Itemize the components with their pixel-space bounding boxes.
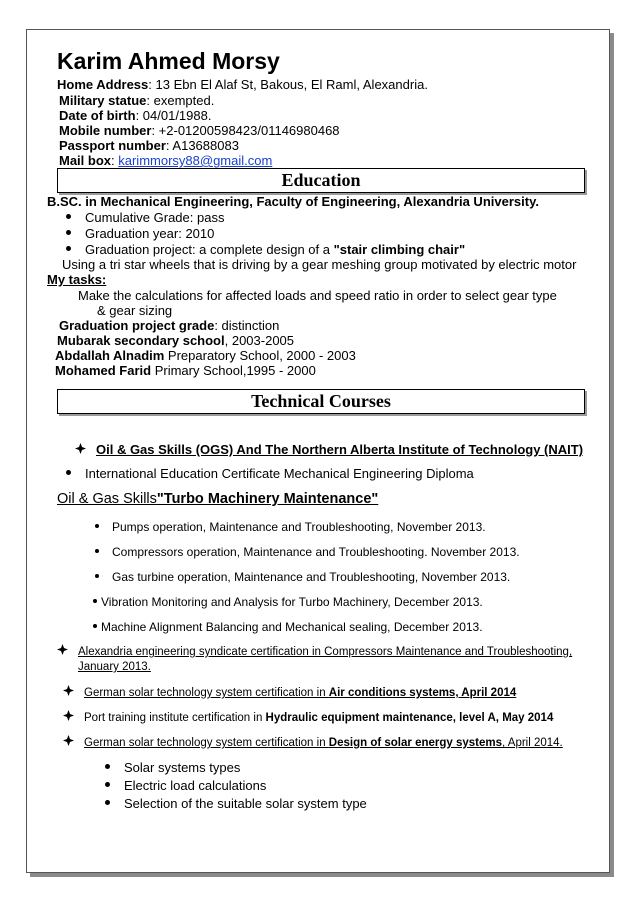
graduation-year-text: Graduation year: 2010 xyxy=(85,226,215,241)
bullet-dot-icon xyxy=(66,470,71,475)
project-description: Using a tri star wheels that is driving by a gear meshing group motivated by electric motor xyxy=(62,257,577,272)
compressors-text: Compressors operation, Maintenance and Troubleshooting. November 2013. xyxy=(112,545,520,559)
gas-turbine-text: Gas turbine operation, Maintenance and Troubleshooting xyxy=(112,570,415,584)
solar-ac-cert-line xyxy=(63,686,516,700)
mobile-label: Mobile number xyxy=(59,123,152,138)
prep-school-line xyxy=(55,348,356,363)
solar-selection-text: Selection of the suitable solar system type xyxy=(124,796,367,811)
grade-value: : distinction xyxy=(214,318,280,333)
turbo-title: "Turbo Machinery Maintenance" xyxy=(156,491,379,507)
intl-cert-line xyxy=(66,466,474,481)
primary-school-name: Mohamed Farid xyxy=(55,363,152,378)
alex-cert-line-2: January 2013. xyxy=(78,661,151,673)
dob-line xyxy=(59,108,211,123)
prep-school-rest: Preparatory School, 2000 - 2003 xyxy=(164,348,356,363)
mobile-value: : +2-01200598423/01146980468 xyxy=(151,123,340,138)
turbo-item-gas-turbine xyxy=(95,570,510,584)
bullet-dot-icon xyxy=(66,230,71,235)
tasks-label: My tasks: xyxy=(47,272,107,287)
solar-design-date: , April 2014. xyxy=(502,737,563,749)
bullet-dot-icon xyxy=(105,800,110,805)
mail-line xyxy=(59,153,272,168)
secondary-school-name: Mubarak secondary school xyxy=(57,333,225,348)
secondary-school-years: , 2003-2005 xyxy=(224,333,295,348)
home-address-value: : 13 Ebn El Alaf St, Bakous, El Raml, Alexandria. xyxy=(148,77,428,92)
candidate-name: Karim Ahmed Morsy xyxy=(57,48,280,74)
gas-turbine-date: , November 2013. xyxy=(414,570,511,584)
courses-title: Technical Courses xyxy=(251,391,391,411)
diamond-bullet-icon xyxy=(63,735,74,746)
vibration-text: Vibration Monitoring and Analysis for Turbo Machinery, December 2013. xyxy=(101,595,483,609)
turbo-prefix: Oil & Gas Skills xyxy=(57,491,157,507)
ogs-heading-text: Oil & Gas Skills (OGS) And The Northern Alberta Institute of Technology (NAIT) xyxy=(96,442,584,457)
bullet-dot-icon xyxy=(95,549,99,553)
secondary-school-line xyxy=(57,333,294,348)
tasks-line-2: & gear sizing xyxy=(97,303,173,318)
solar-item-load xyxy=(105,778,266,793)
turbo-item-vibration xyxy=(93,595,483,609)
edu-bullet-grade xyxy=(66,210,224,225)
tasks-line-1: Make the calculations for affected loads and speed ratio in order to select gear type xyxy=(78,288,557,303)
alex-cert-text-1: Alexandria engineering syndicate certification in Compressors Maintenance and Troubleshooting, xyxy=(78,646,573,658)
port-cert-line xyxy=(63,711,553,725)
grade-line xyxy=(59,318,279,333)
military-label: Military statue xyxy=(59,93,147,108)
grade-label: Graduation project grade xyxy=(59,318,215,333)
edu-bullet-year xyxy=(66,226,214,241)
solar-item-selection xyxy=(105,796,367,811)
primary-school-rest: Primary School,1995 - 2000 xyxy=(151,363,316,378)
bullet-dot-icon xyxy=(93,624,97,628)
courses-header-box xyxy=(57,389,585,414)
diamond-bullet-icon xyxy=(57,644,68,655)
pumps-text: Pumps operation, Maintenance and Troubleshooting, November 2013. xyxy=(112,520,486,534)
dob-value: : 04/01/1988. xyxy=(135,108,212,123)
solar-load-text: Electric load calculations xyxy=(124,778,267,793)
mail-label: Mail box xyxy=(59,153,112,168)
turbo-item-compressors xyxy=(95,545,520,559)
ogs-heading xyxy=(75,442,583,457)
diamond-bullet-icon xyxy=(63,710,74,721)
degree-line: B.SC. in Mechanical Engineering, Faculty of Engineering, Alexandria University. xyxy=(47,194,539,209)
diamond-bullet-icon xyxy=(75,443,86,454)
education-title: Education xyxy=(281,170,361,190)
cumulative-grade-text: Cumulative Grade: pass xyxy=(85,210,225,225)
home-address-label: Home Address xyxy=(57,77,149,92)
mail-separator: : xyxy=(111,153,119,168)
bullet-dot-icon xyxy=(105,782,110,787)
turbo-heading xyxy=(57,491,378,507)
edu-bullet-project xyxy=(66,242,465,257)
dob-label: Date of birth xyxy=(59,108,136,123)
solar-ac-prefix: German solar technology system certification in xyxy=(84,687,329,699)
alex-cert-line-1 xyxy=(57,645,572,659)
home-address-line xyxy=(57,77,428,92)
turbo-item-alignment xyxy=(93,620,483,634)
solar-types-text: Solar systems types xyxy=(124,760,241,775)
solar-ac-bold: Air conditions systems, April 2014 xyxy=(328,687,517,699)
email-link[interactable]: karimmorsy88@gmail.com xyxy=(118,153,273,168)
bullet-dot-icon xyxy=(66,214,71,219)
bullet-dot-icon xyxy=(105,764,110,769)
bullet-dot-icon xyxy=(95,524,99,528)
bullet-dot-icon xyxy=(95,574,99,578)
turbo-item-pumps xyxy=(95,520,486,534)
bullet-dot-icon xyxy=(66,246,71,251)
project-name-text: "stair climbing chair" xyxy=(333,242,466,257)
solar-design-bold: Design of solar energy systems xyxy=(328,737,503,749)
alignment-text: Machine Alignment Balancing and Mechanical sealing, December 2013. xyxy=(101,620,483,634)
diamond-bullet-icon xyxy=(63,685,74,696)
military-value: : exempted. xyxy=(146,93,215,108)
solar-design-cert-line xyxy=(63,736,563,750)
bullet-dot-icon xyxy=(93,599,97,603)
passport-value: : A13688083 xyxy=(165,138,239,153)
passport-line xyxy=(59,138,239,153)
military-line xyxy=(59,93,214,108)
prep-school-name: Abdallah Alnadim xyxy=(55,348,165,363)
project-prefix-text: Graduation project: a complete design of a xyxy=(85,242,334,257)
solar-design-prefix: German solar technology system certification in xyxy=(84,737,329,749)
education-header-box xyxy=(57,168,585,193)
port-prefix: Port training institute certification in xyxy=(84,712,266,724)
mobile-line xyxy=(59,123,340,138)
primary-school-line xyxy=(55,363,316,378)
passport-label: Passport number xyxy=(59,138,166,153)
port-bold: Hydraulic equipment maintenance, level A, May 2014 xyxy=(265,712,554,724)
solar-item-types xyxy=(105,760,240,775)
intl-cert-text: International Education Certificate Mechanical Engineering Diploma xyxy=(85,466,474,481)
